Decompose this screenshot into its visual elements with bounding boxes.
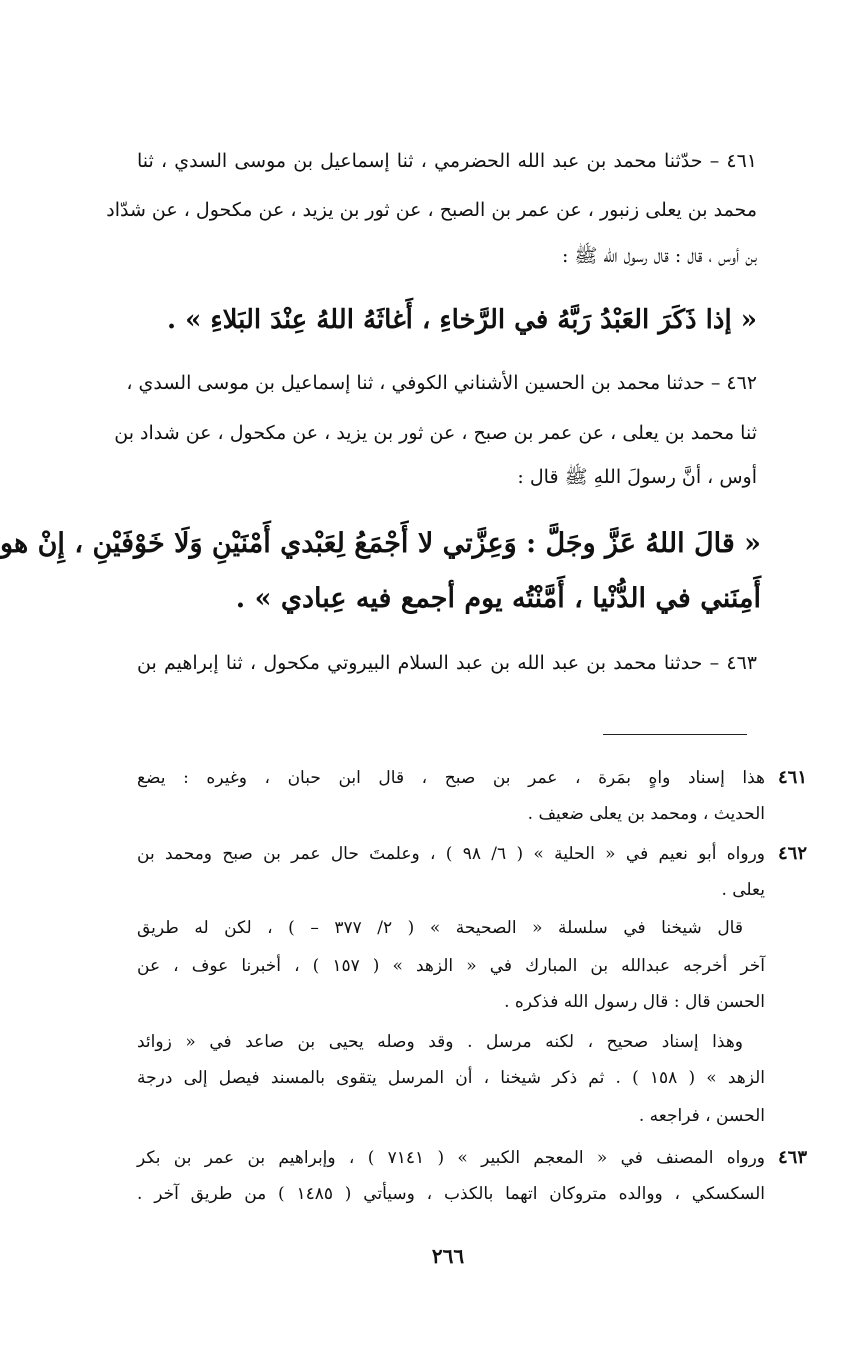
hadith-462-line-3: أوس ، أنَّ رسولَ اللهِ ﷺ قال :	[517, 466, 757, 488]
page-number: ٢٦٦	[431, 1244, 465, 1268]
hadith-461-line-2: محمد بن يعلى زنبور ، عن عمر بن الصبح ، عن ثور بن يزيد ، عن مكحول ، عن شدّاد	[106, 199, 757, 221]
footnote-462-line-4: آخر أخرجه عبدالله بن المبارك في « الزهد » ( ١٥٧ ) ، أخبرنا عوف ، عن	[137, 956, 765, 976]
footnote-462-line-6: وهذا إسناد صحيح ، لكنه مرسل . وقد وصله يحيى بن صاعد في « زوائد	[137, 1032, 743, 1052]
hadith-461-quote: « إذا ذَكَرَ العَبْدُ رَبَّهُ في الرَّخاءِ ، أَغاثَهُ اللهُ عِنْدَ البَلاءِ » .	[166, 305, 757, 335]
footnote-separator	[603, 734, 747, 735]
footnote-461-line-2: الحديث ، ومحمد بن يعلى ضعيف .	[527, 804, 765, 824]
footnote-462-line-2: يعلى .	[721, 880, 765, 900]
footnote-number-463: ٤٦٣	[777, 1147, 807, 1168]
footnote-461-line-1: هذا إسناد واهٍ بمَرة ، عمر بن صبح ، قال ابن حبان ، وغيره : يضع	[137, 768, 765, 788]
footnote-463-line-1: ورواه المصنف في « المعجم الكبير » ( ٧١٤١ ) ، وإبراهيم بن عمر بن بكر	[137, 1148, 765, 1168]
hadith-462-quote-line-2: أَمِنَني في الدُّنْيا ، أَمَّنْتُه يوم أجمع فيه عِبادي » .	[235, 583, 761, 614]
hadith-462-quote-line-1: « قالَ اللهُ عَزَّ وجَلَّ : وَعِزَّتي لا أَجْمَعُ لِعَبْدي أَمْنَيْنِ وَلَا خَوْفَيْنِ ، إِنْ هو	[0, 528, 761, 559]
footnote-462-line-1: ورواه أبو نعيم في « الحلية » ( ٦/ ٩٨ ) ، وعلمتَ حال عمر بن صبح ومحمد بن	[137, 844, 765, 864]
footnote-462-line-7: الزهد » ( ١٥٨ ) . ثم ذكر شيخنا ، أن المرسل يتقوى بالمسند فيصل إلى درجة	[137, 1068, 765, 1088]
hadith-462-line-2: ثنا محمد بن يعلى ، عن عمر بن صبح ، عن ثور بن يزيد ، عن مكحول ، عن شداد بن	[114, 422, 757, 444]
footnote-463-line-2: السكسكي ، ووالده متروكان اتهما بالكذب ، وسيأتي ( ١٤٨٥ ) من طريق آخر .	[137, 1184, 765, 1204]
hadith-461-line-3: بن أوس ، قال : قال رسول الله ﷺ :	[561, 245, 757, 267]
footnote-number-462: ٤٦٢	[777, 843, 807, 864]
footnote-462-line-8: الحسن ، فراجعه .	[638, 1106, 765, 1126]
footnote-number-461: ٤٦١	[777, 767, 807, 788]
footnote-462-line-5: الحسن قال : قال رسول الله فذكره .	[504, 992, 765, 1012]
footnote-462-line-3: قال شيخنا في سلسلة « الصحيحة » ( ٢/ ٣٧٧ – ) ، لكن له طريق	[137, 918, 743, 938]
hadith-462-line-1: ٤٦٢ – حدثنا محمد بن الحسين الأشناني الكوفي ، ثنا إسماعيل بن موسى السدي ،	[126, 372, 757, 394]
hadith-463-line-1: ٤٦٣ – حدثنا محمد بن عبد الله بن عبد السلام البيروتي مكحول ، ثنا إبراهيم بن	[137, 652, 757, 674]
hadith-461-line-1: ٤٦١ – حدّثنا محمد بن عبد الله الحضرمي ، ثنا إسماعيل بن موسى السدي ، ثنا	[137, 150, 757, 172]
